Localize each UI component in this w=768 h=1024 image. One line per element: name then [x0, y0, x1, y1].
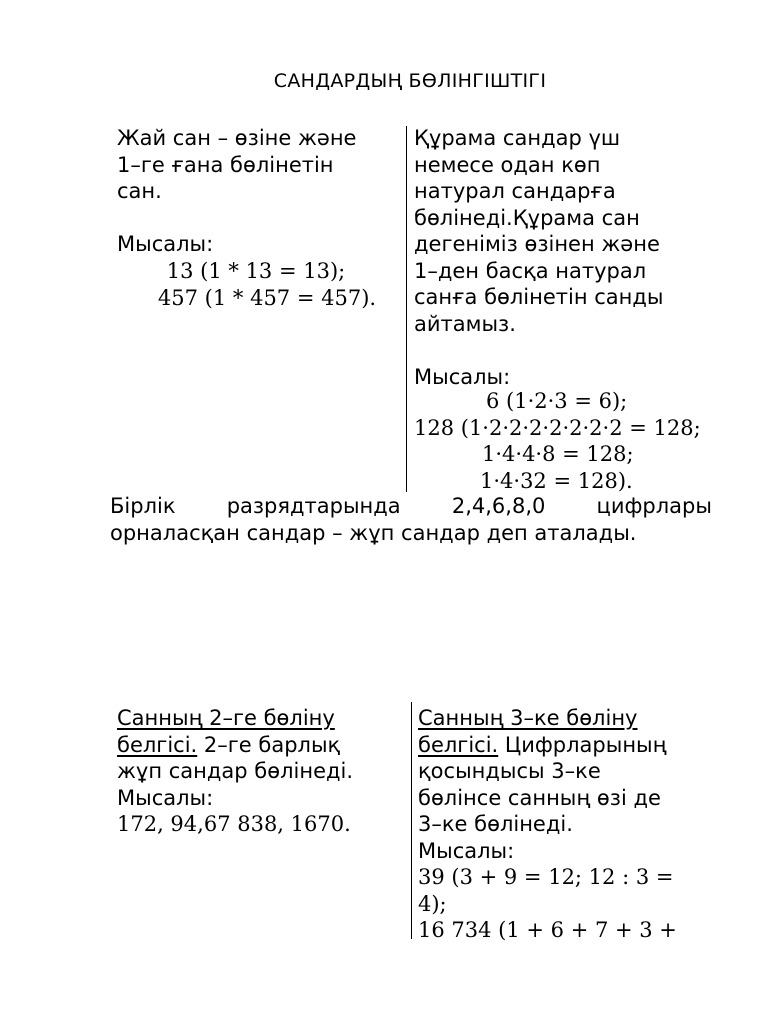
composite-definition-line: дегеніміз өзінен және — [414, 232, 660, 256]
divisible-by-3-text: бөлінсе санның өзі де — [418, 785, 661, 810]
divisible-by-2-text: жұп сандар бөлінеді. — [117, 759, 354, 783]
divisible-by-2-example-label: Мысалы: — [117, 785, 214, 810]
divisible-by-3-block — [418, 705, 677, 944]
divisible-by-2-heading: Санның 2–ге бөліну — [117, 706, 335, 730]
composite-definition-line: Құрама сандар үш — [414, 126, 621, 150]
composite-definition — [414, 125, 664, 390]
divisible-by-3-heading-end: белгісі. — [418, 732, 499, 757]
divisible-by-2-heading-end: белгісі. — [117, 732, 198, 757]
divisible-by-3-heading: Санның 3–ке бөліну — [418, 706, 638, 730]
divisible-by-2-examples: 172, 94,67 838, 1670. — [117, 812, 351, 836]
even-paragraph-line2: орналасқан сандар – жұп сандар деп аталады. — [110, 520, 637, 545]
divisible-by-3-example-label: Мысалы: — [418, 838, 515, 863]
composite-definition-line: 1–ден басқа натурал — [414, 258, 647, 283]
composite-definition-line: айтамыз. — [414, 311, 516, 336]
page-title: САНДАРДЫҢ БӨЛІНГІШТІГІ — [273, 70, 547, 92]
divisible-by-3-text: қосындысы 3–ке — [418, 759, 601, 783]
divisible-by-2-block — [117, 705, 353, 838]
composite-example: 1·4·32 = 128). — [480, 468, 633, 493]
even-paragraph-line1 — [110, 493, 712, 520]
prime-examples — [110, 258, 410, 311]
composite-example: 6 (1·2·3 = 6); — [486, 389, 628, 413]
prime-definition — [117, 125, 356, 258]
divisible-by-3-example: 39 (3 + 9 = 12; 12 : 3 = — [418, 865, 674, 889]
divisible-by-3-example: 16 734 (1 + 6 + 7 + 3 + — [418, 918, 677, 942]
column-divider-bottom — [411, 702, 412, 939]
composite-definition-line: немесе одан көп — [414, 152, 601, 177]
divisible-by-3-example: 4); — [418, 891, 447, 916]
column-divider-top — [406, 126, 407, 492]
composite-example: 1·4·4·8 = 128; — [482, 442, 634, 466]
even-word: Бірлік — [110, 494, 176, 518]
composite-definition-line: бөлінеді.Құрама сан — [414, 205, 640, 230]
prime-example-label: Мысалы: — [117, 232, 214, 256]
even-word: цифрлары — [596, 494, 712, 518]
divisible-by-2-text: 2–ге барлық — [197, 732, 341, 757]
even-word: разрядтарында — [226, 494, 401, 518]
divisible-by-3-text: Цифрларының — [498, 732, 667, 757]
composite-definition-line: санға бөлінетін санды — [414, 285, 664, 309]
composite-examples — [414, 388, 724, 494]
divisible-by-3-text: 3–ке бөлінеді. — [418, 812, 573, 836]
even-numbers-paragraph — [110, 493, 712, 546]
composite-definition-line: натурал сандарға — [414, 179, 616, 203]
prime-definition-line: 1–ге ғана бөлінетін — [117, 152, 334, 177]
composite-example: 128 (1·2·2·2·2·2·2·2 = 128; — [414, 415, 701, 440]
prime-example: 457 (1 * 457 = 457). — [157, 285, 377, 310]
composite-example-label: Мысалы: — [414, 364, 511, 389]
prime-definition-line: Жай сан – өзіне және — [117, 126, 357, 150]
even-word: 2,4,6,8,0 — [451, 494, 546, 518]
prime-definition-line: сан. — [117, 179, 162, 203]
prime-example: 13 (1 * 13 = 13); — [166, 259, 346, 283]
